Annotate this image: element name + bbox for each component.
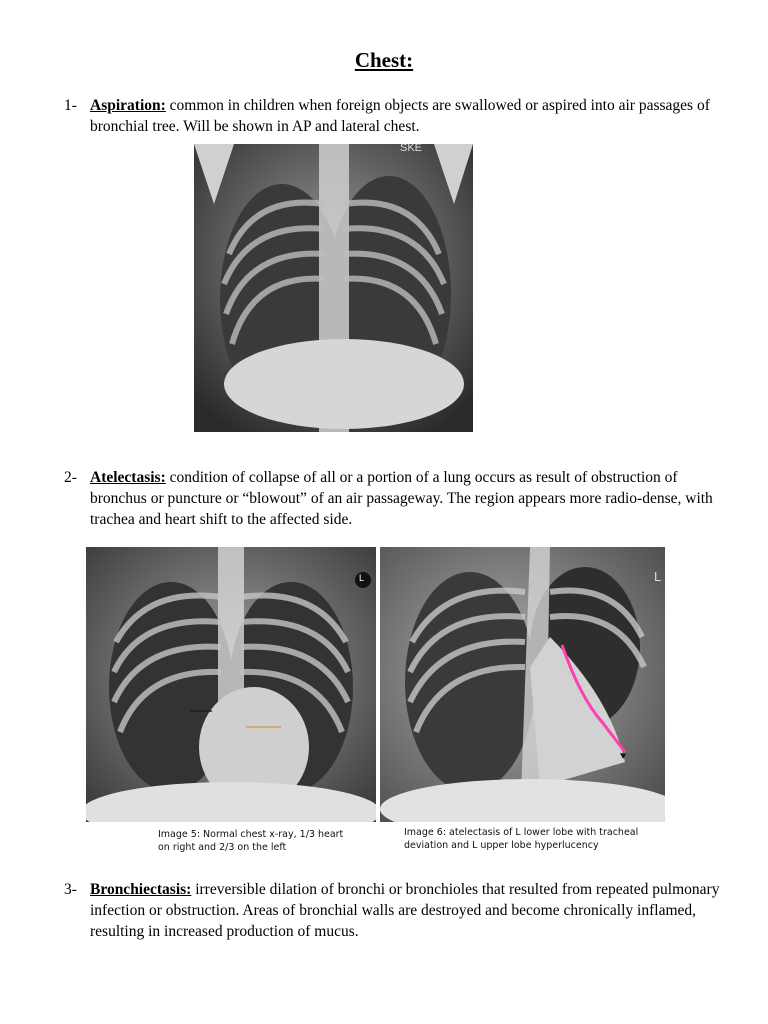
list-item-aspiration <box>64 95 724 137</box>
chest-xray-normal <box>86 547 376 822</box>
xray-atelectasis-image <box>380 547 665 822</box>
item-description: condition of collapse of all or a portion of a lung occurs as result of obstruction of bronchus or puncture or “blowout” of an air passageway. The region appears more radio-dense, with trachea and heart shift to the affected side. <box>90 469 713 528</box>
item-number: 3- <box>64 881 77 898</box>
item-number: 1- <box>64 97 77 114</box>
xray-marker: SKE <box>400 144 423 154</box>
item-number: 2- <box>64 469 77 486</box>
list-item-atelectasis <box>64 467 724 530</box>
xray-aspiration-image <box>194 144 473 432</box>
item-description: common in children when foreign objects are swallowed or aspired into air passages of bronchial tree. Will be shown in AP and lateral chest. <box>90 97 710 135</box>
caption-image5: Image 5: Normal chest x-ray, 1/3 heart on right and 2/3 on the left <box>158 829 344 853</box>
xray-marker: L <box>654 569 662 584</box>
chest-xray-child <box>194 144 473 432</box>
caption-image6: Image 6: atelectasis of L lower lobe with tracheal deviation and L upper lobe hyperlucency <box>404 827 639 851</box>
term-aspiration: Aspiration: <box>90 97 166 114</box>
chest-xray-atelectasis <box>380 547 665 822</box>
term-atelectasis: Atelectasis: <box>90 469 166 486</box>
xray-marker: L <box>359 573 365 583</box>
xray-normal-image <box>86 547 376 822</box>
item-description: irreversible dilation of bronchi or bronchioles that resulted from repeated pulmonary infection or obstruction. Areas of bronchial walls are destroyed and become chronically inflamed, resulting in increased production of mucus. <box>90 881 720 940</box>
page-title: Chest: <box>354 48 414 72</box>
term-bronchiectasis: Bronchiectasis: <box>90 881 192 898</box>
list-item-bronchiectasis <box>64 879 724 942</box>
